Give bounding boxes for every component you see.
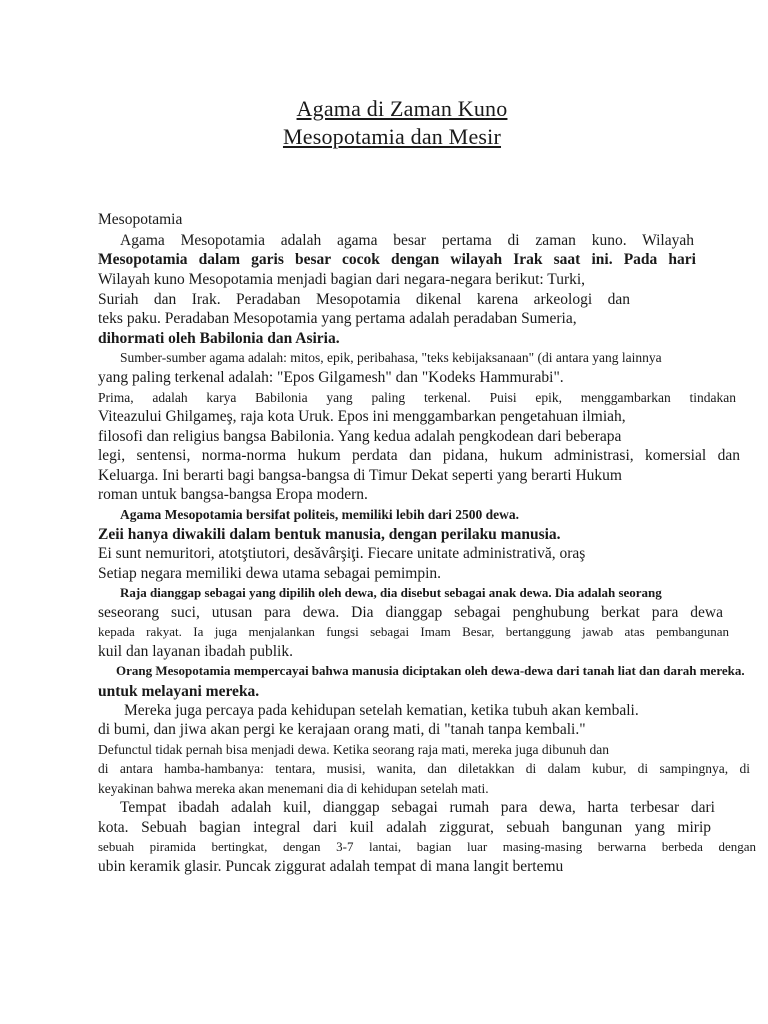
text-line: Agama Mesopotamia adalah agama besar pertama di zaman kuno. Wilayah [120, 232, 694, 249]
text-line: di antara hamba-hambanya: tentara, musisi, wanita, dan diletakkan di dalam kubur, di sampingnya, di [98, 761, 750, 776]
text-line: Sumber-sumber agama adalah: mitos, epik, peribahasa, "teks kebijaksanaan" (di antara yang lainnya [120, 350, 662, 365]
text-line: Wilayah kuno Mesopotamia menjadi bagian dari negara-negara berikut: Turki, [98, 271, 586, 288]
document-title-line-2: Mesopotamia dan Mesir [282, 124, 502, 149]
text-line: kota. Sebuah bagian integral dari kuil adalah ziggurat, sebuah bangunan yang mirip [98, 819, 711, 836]
text-line: filosofi dan religius bangsa Babilonia. Yang kedua adalah pengkodean dari beberapa [98, 428, 622, 445]
text-line: Viteazului Ghilgameş, raja kota Uruk. Epos ini menggambarkan pengetahuan ilmiah, [98, 408, 626, 425]
text-line: Zeii hanya diwakili dalam bentuk manusia, dengan perilaku manusia. [98, 526, 561, 543]
text-line: kepada rakyat. Ia juga menjalankan fungsi sebagai Imam Besar, bertanggung jawab atas pembangunan [98, 624, 729, 639]
text-line: Orang Mesopotamia mempercayai bahwa manusia diciptakan oleh dewa-dewa dari tanah liat dan darah mereka. [116, 663, 745, 678]
text-line: Prima, adalah karya Babilonia yang paling terkenal. Puisi epik, menggambarkan tindakan [98, 390, 736, 405]
text-line: di bumi, dan jiwa akan pergi ke kerajaan orang mati, di "tanah tanpa kembali." [98, 721, 586, 738]
text-line: Ei sunt nemuritori, atotştiutori, desăvârşiţi. Fiecare unitate administrativă, oraş [98, 545, 586, 562]
text-line: Defunctul tidak pernah bisa menjadi dewa. Ketika seorang raja mati, mereka juga dibunuh dan [98, 742, 609, 757]
text-line: sebuah piramida bertingkat, dengan 3-7 lantai, bagian luar masing-masing berwarna berbeda dengan [98, 839, 756, 854]
text-line: teks paku. Peradaban Mesopotamia yang pertama adalah peradaban Sumeria, [98, 310, 577, 327]
text-line: kuil dan layanan ibadah publik. [98, 643, 293, 660]
text-line: untuk melayani mereka. [98, 683, 260, 700]
text-line: yang paling terkenal adalah: "Epos Gilgamesh" dan "Kodeks Hammurabi". [98, 369, 564, 386]
text-line: Mereka juga percaya pada kehidupan setelah kematian, ketika tubuh akan kembali. [124, 702, 639, 719]
text-line: Suriah dan Irak. Peradaban Mesopotamia dikenal karena arkeologi dan [98, 291, 630, 308]
text-line: Keluarga. Ini berarti bagi bangsa-bangsa di Timur Dekat seperti yang berarti Hukum [98, 467, 622, 484]
text-line: Setiap negara memiliki dewa utama sebagai pemimpin. [98, 565, 442, 582]
text-line: Agama Mesopotamia bersifat politeis, memiliki lebih dari 2500 dewa. [120, 507, 519, 522]
text-line: roman untuk bangsa-bangsa Eropa modern. [98, 486, 368, 503]
text-line: keyakinan bahwa mereka akan menemani dia di kehidupan setelah mati. [98, 781, 489, 796]
text-line: Mesopotamia dalam garis besar cocok dengan wilayah Irak saat ini. Pada hari [98, 251, 696, 268]
text-line: seseorang suci, utusan para dewa. Dia dianggap sebagai penghubung berkat para dewa [98, 604, 723, 621]
section-heading: Mesopotamia [98, 211, 183, 228]
document-title-line-1: Agama di Zaman Kuno [296, 96, 508, 121]
text-line: Tempat ibadah adalah kuil, dianggap sebagai rumah para dewa, harta terbesar dari [120, 799, 715, 816]
text-line: Raja dianggap sebagai yang dipilih oleh dewa, dia disebut sebagai anak dewa. Dia adalah seorang [120, 585, 662, 600]
text-line: legi, sentensi, norma-norma hukum perdata dan pidana, hukum administrasi, komersial dan [98, 447, 740, 464]
text-line: ubin keramik glasir. Puncak ziggurat adalah tempat di mana langit bertemu [98, 858, 564, 875]
text-line: dihormati oleh Babilonia dan Asiria. [98, 330, 340, 347]
